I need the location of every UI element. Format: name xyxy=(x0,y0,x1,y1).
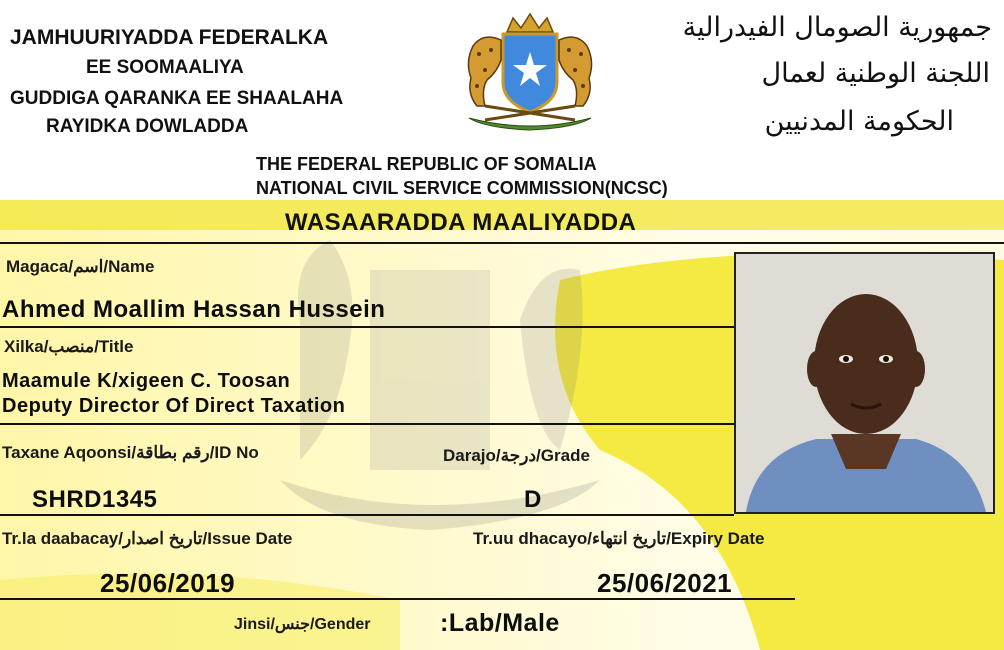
grade-label: Darajo/درجة/Grade xyxy=(443,446,590,465)
issue-date-value: 25/06/2019 xyxy=(100,568,236,598)
header-right-ar-line2: اللجنة الوطنية لعمال xyxy=(761,58,990,89)
header-right-ar-line3: الحكومة المدنيين xyxy=(764,106,954,137)
person-photo-icon xyxy=(736,254,993,512)
coat-of-arms-icon xyxy=(455,10,605,135)
header-center-line2: NATIONAL CIVIL SERVICE COMMISSION(NCSC) xyxy=(256,178,668,198)
title-label: Xilka/منصب/Title xyxy=(4,337,134,356)
gender-label: Jinsi/جنس/Gender xyxy=(234,616,371,633)
title-divider xyxy=(0,423,734,425)
id-label: Taxane Aqoonsi/رقم بطاقة/ID No xyxy=(2,443,259,462)
name-label: Magaca/اسم/Name xyxy=(6,257,155,276)
name-value: Ahmed Moallim Hassan Hussein xyxy=(2,296,386,323)
gender-value: :Lab/Male xyxy=(440,609,560,637)
id-divider xyxy=(0,514,734,516)
expiry-date-label: Tr.uu dhacayo/تاريخ انتهاء/Expiry Date xyxy=(473,529,765,548)
header-right-ar-line1: جمهورية الصومال الفيدرالية xyxy=(682,12,992,43)
ministry-title: WASAARADDA MAALIYADDA xyxy=(285,209,637,236)
title-value-english: Deputy Director Of Direct Taxation xyxy=(2,395,346,417)
header-left-line3: GUDDIGA QARANKA EE SHAALAHA xyxy=(10,88,344,109)
title-value-somali: Maamule K/xigeen C. Toosan xyxy=(2,370,291,392)
header-center-line1: THE FEDERAL REPUBLIC OF SOMALIA xyxy=(256,154,597,174)
photo-frame xyxy=(734,252,995,514)
header-left-line2: EE SOOMAALIYA xyxy=(86,57,244,78)
expiry-date-value: 25/06/2021 xyxy=(597,568,733,598)
grade-value: D xyxy=(524,486,542,513)
issue-date-label: Tr.la daabacay/تاريخ اصدار/Issue Date xyxy=(2,529,293,548)
ministry-underline xyxy=(0,242,1004,244)
dates-divider xyxy=(0,598,795,600)
id-value: SHRD1345 xyxy=(32,486,158,513)
header-left-line4: RAYIDKA DOWLADDA xyxy=(46,116,249,137)
header-left-line1: JAMHUURIYADDA FEDERALKA xyxy=(10,26,329,49)
name-divider xyxy=(0,326,734,328)
